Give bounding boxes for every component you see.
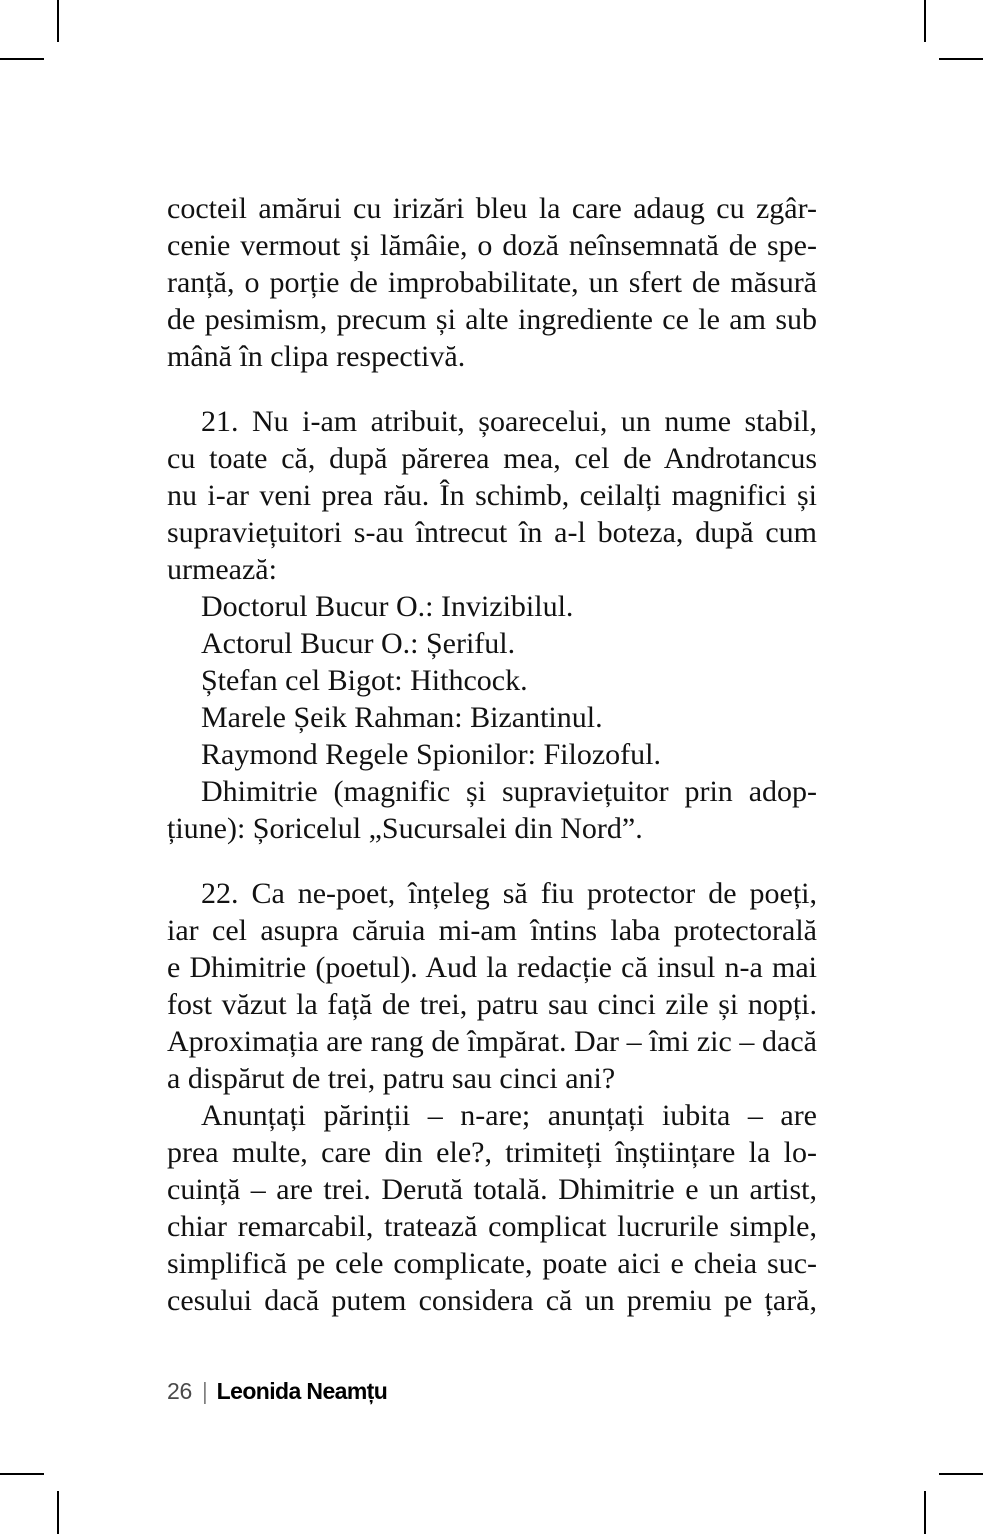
text-line: de pesimism, precum și alte ingrediente ce le am sub bbox=[167, 303, 817, 336]
text-line: e Dhimitrie (poetul). Aud la redacție că insul n-a mai bbox=[167, 951, 817, 984]
text-line: Ștefan cel Bigot: Hithcock. bbox=[201, 664, 528, 697]
page-text bbox=[167, 190, 817, 1319]
crop-mark-bottom-right-vertical bbox=[924, 1491, 926, 1534]
text-line: mână în clipa respectivă. bbox=[167, 340, 466, 373]
paragraph bbox=[167, 875, 817, 1097]
paragraph bbox=[167, 736, 817, 773]
text-line: urmează: bbox=[167, 553, 277, 586]
text-line: Actorul Bucur O.: Șeriful. bbox=[201, 627, 516, 660]
crop-mark-bottom-right-horizontal bbox=[939, 1473, 983, 1475]
footer-separator: | bbox=[203, 1378, 207, 1404]
paragraph bbox=[167, 625, 817, 662]
paragraph bbox=[167, 699, 817, 736]
crop-mark-top-right-horizontal bbox=[939, 58, 983, 60]
crop-mark-bottom-left-vertical bbox=[57, 1491, 59, 1534]
text-line: Aproximația are rang de împărat. Dar – îmi zic – dacă bbox=[167, 1025, 817, 1058]
text-line: a dispărut de trei, patru sau cinci ani? bbox=[167, 1062, 616, 1095]
page-footer bbox=[167, 1377, 387, 1405]
text-line: cesului dacă putem considera că un premiu pe țară, bbox=[167, 1284, 817, 1317]
text-line: Raymond Regele Spionilor: Filozoful. bbox=[201, 738, 661, 771]
text-line: Marele Șeik Rahman: Bizantinul. bbox=[201, 701, 603, 734]
paragraph bbox=[167, 1097, 817, 1319]
paragraph bbox=[167, 588, 817, 625]
text-line: 21. Nu i-am atribuit, șoarecelui, un nume stabil, bbox=[201, 405, 817, 438]
crop-mark-bottom-left-horizontal bbox=[0, 1473, 44, 1475]
text-line: cenie vermout și lămâie, o doză neînsemnată de spe- bbox=[167, 229, 817, 262]
text-line: cuință – are trei. Derută totală. Dhimitrie e un artist, bbox=[167, 1173, 817, 1206]
crop-mark-top-right-vertical bbox=[924, 0, 926, 42]
paragraph bbox=[167, 190, 817, 375]
text-line: 22. Ca ne-poet, înțeleg să fiu protector de poeți, bbox=[201, 877, 817, 910]
text-line: cu toate că, după părerea mea, cel de Androtancus bbox=[167, 442, 817, 475]
text-line: Doctorul Bucur O.: Invizibilul. bbox=[201, 590, 574, 623]
page-number: 26 bbox=[167, 1378, 192, 1404]
paragraph bbox=[167, 403, 817, 588]
text-line: țiune): Șoricelul „Sucursalei din Nord”. bbox=[167, 812, 643, 845]
footer-author: Leonida Neamțu bbox=[216, 1378, 388, 1404]
text-line: prea multe, care din ele?, trimiteți înștiințare la lo- bbox=[167, 1136, 817, 1169]
text-line: fost văzut la față de trei, patru sau cinci zile și nopți. bbox=[167, 988, 817, 1021]
text-line: ranță, o porție de improbabilitate, un sfert de măsură bbox=[167, 266, 817, 299]
paragraph bbox=[167, 662, 817, 699]
text-line: Dhimitrie (magnific și supraviețuitor prin adop- bbox=[201, 775, 817, 808]
crop-mark-top-left-vertical bbox=[57, 0, 59, 42]
text-line: simplifică pe cele complicate, poate aici e cheia suc- bbox=[167, 1247, 817, 1280]
text-line: cocteil amărui cu irizări bleu la care adaug cu zgâr- bbox=[167, 192, 817, 225]
text-line: chiar remarcabil, tratează complicat lucrurile simple, bbox=[167, 1210, 817, 1243]
text-line: iar cel asupra căruia mi-am întins laba protectorală bbox=[167, 914, 817, 947]
text-line: supraviețuitori s-au întrecut în a-l boteza, după cum bbox=[167, 516, 817, 549]
text-line: Anunțați părinții – n-are; anunțați iubita – are bbox=[201, 1099, 817, 1132]
text-line: nu i-ar veni prea rău. În schimb, ceilalți magnifici și bbox=[167, 479, 817, 512]
crop-mark-top-left-horizontal bbox=[0, 58, 44, 60]
paragraph bbox=[167, 773, 817, 847]
